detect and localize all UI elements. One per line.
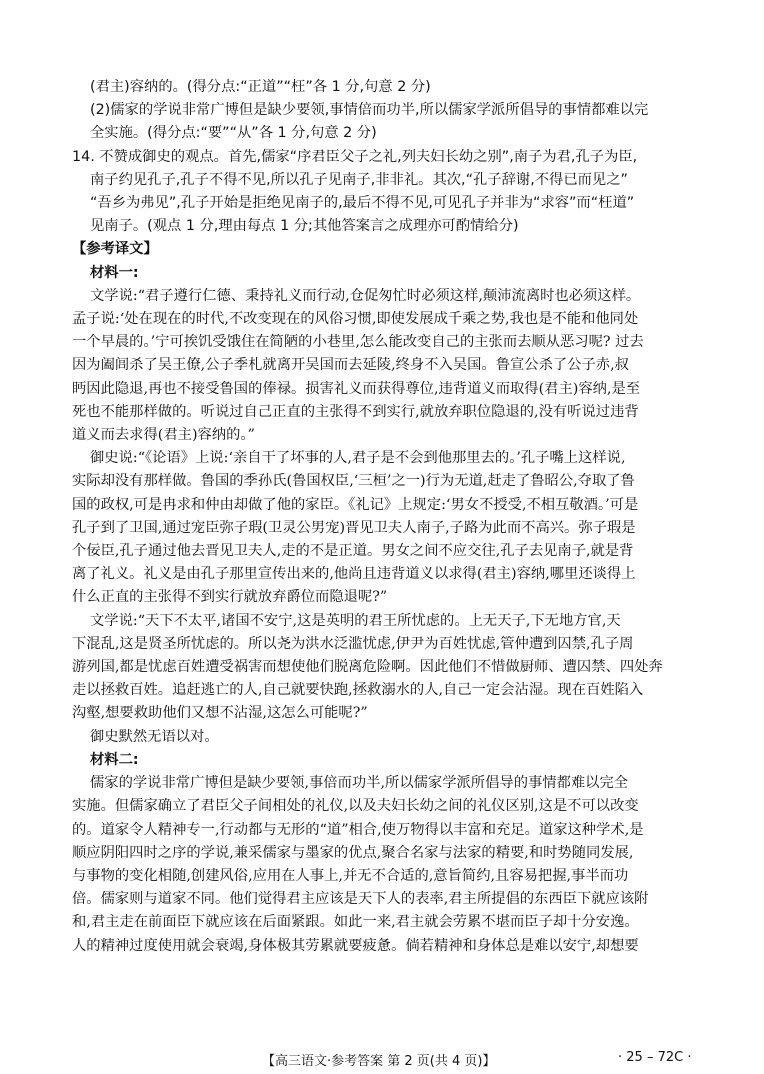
translation-line: 孟子说:‘处在现在的时代,不改变现在的风俗习惯,即使发展成千乘之势,我也是不能和他同处: [72, 311, 639, 328]
translation-line: 道义而去求得(君主)容纳的。”: [72, 427, 255, 444]
translation-line: 文学说:“君子遵行仁德、秉持礼义而行动,仓促匆忙时必须这样,颠沛流离时也必须这样。: [90, 287, 641, 304]
translation-line: 倍。儒家则与道家不同。他们觉得君主应该是天下人的表率,君主所提倡的东西臣下就应该附: [72, 891, 649, 908]
footer-page-label: 【高三语文·参考答案 第 2 页(共 4 页)】: [262, 1054, 496, 1069]
translation-line: 国的政权,可是冉求和仲由却做了他的家臣。《礼记》上规定:‘男女不授受,不相互敬酒。’可是: [72, 496, 639, 513]
translation-line: 和,君主走在前面臣下就应该在后面紧跟。如此一来,君主就会劳累不堪而臣子却十分安逸。: [72, 914, 639, 931]
page-content: [72, 76, 704, 958]
material-2-title: 材料二:: [90, 751, 139, 768]
translation-line: 离了礼义。礼义是由孔子那里宣传出来的,他尚且违背道义以求得(君主)容纳,哪里还谈得上: [72, 566, 636, 583]
translation-line: 顺应阴阳四时之序的学说,兼采儒家与墨家的优点,聚合名家与法家的精要,和时势随同发展,: [72, 844, 634, 861]
answer-line: 南子约见孔子,孔子不得不见,所以孔子见南子,非非礼。其次,“孔子辞谢,不得已而见之”: [90, 171, 628, 188]
translation-line: 文学说:“天下不太平,诸国不安宁,这是英明的君王所忧虑的。上无天子,下无地方官,天: [90, 612, 621, 629]
translation-line: 实施。但儒家确立了君臣父子间相处的礼仪,以及夫妇长幼之间的礼仪区别,这是不可以改变: [72, 798, 639, 815]
footer-exam-code: · 25 – 72C ·: [618, 1050, 692, 1065]
translation-heading: 【参考译文】: [72, 241, 158, 258]
translation-line: 人的精神过度使用就会衰竭,身体极其劳累就要疲惫。倘若精神和身体总是难以安宁,却想要: [72, 937, 639, 954]
translation-line: 御史说:“《论语》上说:‘亲自干了坏事的人,君子是不会到他那里去的。’孔子嘴上这样说,: [90, 450, 626, 467]
answer-line: (君主)容纳的。(得分点:“正道”“枉”各 1 分,句意 2 分): [90, 79, 431, 95]
translation-line: 游列国,都是忧虑百姓遭受祸害而想使他们脱离危险啊。因此他们不惜做厨师、遭囚禁、四处奔: [72, 659, 663, 676]
translation-line: 孔子到了卫国,通过宠臣弥子瑕(卫灵公男宠)晋见卫夫人南子,子路为此而不高兴。弥子瑕是: [72, 519, 636, 536]
page-footer: [0, 1050, 764, 1070]
translation-line: 因为阖闾杀了吴王僚,公子季札就离开吴国而去延陵,终身不入吴国。鲁宣公杀了公子赤,叔: [72, 357, 629, 374]
translation-line: 与事物的变化相随,创建风俗,应用在人事上,并无不合适的,意旨简约,且容易把握,事半而功: [72, 867, 629, 884]
translation-line: 一个早晨的。’宁可挨饥受饿住在简陋的小巷里,怎么能改变自己的主张而去顺从恶习呢? 过去: [72, 334, 644, 351]
answer-line: 全实施。(得分点:“要”“从”各 1 分,句意 2 分): [90, 125, 377, 142]
translation-line: 沟壑,想要救助他们又想不沾湿,这怎么可能呢?”: [72, 705, 368, 722]
answer-line: 见南子。(观点 1 分,理由每点 1 分;其他答案言之成理亦可酌情给分): [90, 218, 519, 235]
translation-line: 什么正直的主张得不到实行就放弃爵位而隐退呢?”: [72, 589, 388, 606]
translation-line: 眄因此隐退,再也不接受鲁国的俸禄。损害礼义而获得尊位,违背道义而取得(君主)容纳,是至: [72, 380, 641, 397]
translation-line: 死也不能那样做的。听说过自己正直的主张得不到实行,就放弃职位隐退的,没有听说过违背: [72, 403, 639, 420]
translation-line: 走以拯救百姓。追赶逃亡的人,自己就要快跑,拯救溺水的人,自己一定会沾湿。现在百姓陷入: [72, 682, 644, 699]
material-1-title: 材料一:: [90, 264, 139, 281]
answer-line: 14. 不赞成御史的观点。首先,儒家“序君臣父子之礼,列夫妇长幼之别”,南子为君,孔子为臣,: [72, 148, 638, 165]
translation-line: 的。道家令人精神专一,行动都与无形的“道”相合,使万物得以丰富和充足。道家这种学术,是: [72, 821, 644, 838]
answer-line: “吾乡为弗见”,孔子开始是拒绝见南子的,最后不得不见,可见孔子并非为“求容”而“枉道”: [90, 195, 635, 212]
translation-line: 下混乱,这是贤圣所忧虑的。所以尧为洪水泛滥忧虑,伊尹为百姓忧虑,管仲遭到囚禁,孔子周: [72, 635, 634, 652]
translation-line: 实际却没有那样做。鲁国的季孙氏(鲁国权臣,‘三桓’之一)行为无道,赶走了鲁昭公,夺取了鲁: [72, 473, 635, 490]
translation-line: 个佞臣,孔子通过他去晋见卫夫人,走的不是正道。男女之间不应交往,孔子去见南子,就是背: [72, 543, 634, 560]
translation-line: 御史默然无语以对。: [90, 728, 219, 745]
translation-line: 儒家的学说非常广博但是缺少要领,事倍而功半,所以儒家学派所倡导的事情都难以完全: [90, 775, 629, 792]
answer-line: (2)儒家的学说非常广博但是缺少要领,事情倍而功半,所以儒家学派所倡导的事情都难以完: [90, 102, 649, 119]
